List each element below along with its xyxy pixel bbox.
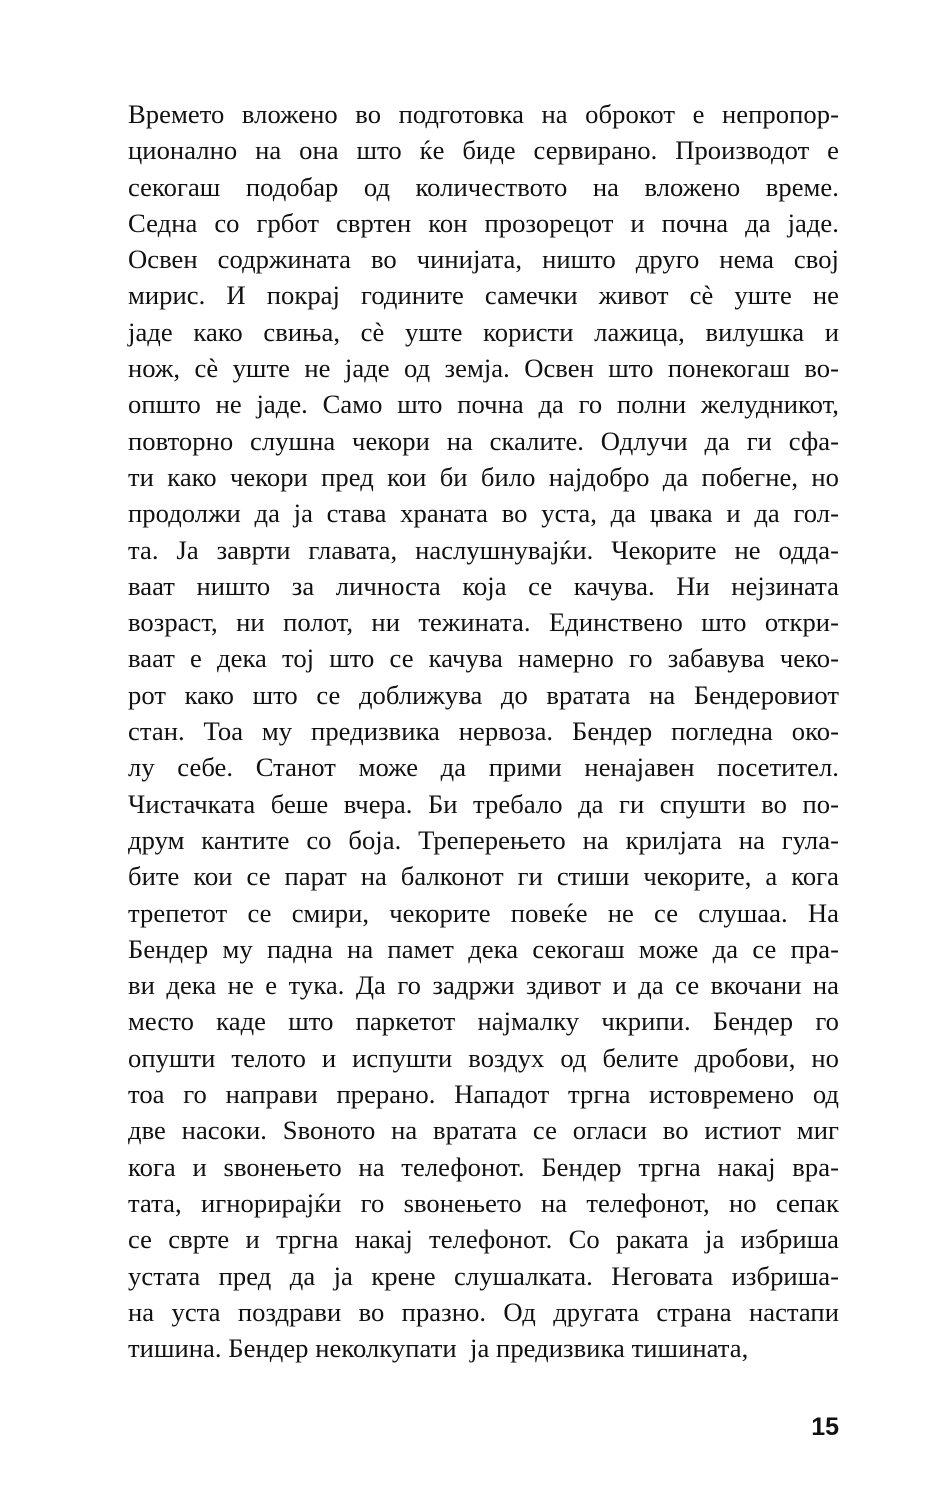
text-line: продолжи да ја става храната во уста, да џвака и да гол-: [128, 498, 839, 529]
text-line: Времето вложено во подготовка на оброкот е непропор-: [128, 99, 839, 129]
text-line: ваат ништо за личноста која се качува. Ни нејзината: [128, 570, 839, 601]
text-line: секогаш подобар од количеството на вложено време.: [128, 171, 839, 202]
text-line: јаде како свиња, сè уште користи лажица, вилушка и: [128, 316, 839, 347]
text-line: ти како чекори пред кои би било најдобро да побегне, но: [128, 461, 839, 492]
text-line: тишина. Бендер неколкупати ја предизвика тишината,: [128, 1333, 749, 1364]
text-line: трепетот се смири, чекорите повеќе не се слушаа. На: [128, 897, 839, 928]
text-line: та. Ја заврти главата, наслушнувајќи. Чекорите не одда-: [128, 534, 839, 565]
text-line: Освен содржината во чинијата, ништо друго нема свој: [128, 244, 839, 275]
text-line: Бендер му падна на памет дека секогаш може да се пра-: [128, 933, 839, 964]
text-line: Седна со грбот свртен кон прозорецот и почна да јаде.: [128, 207, 839, 238]
text-line: повторно слушна чекори на скалите. Одлучи да ги сфа-: [128, 425, 839, 456]
text-line: се сврте и тргна накај телефонот. Со раката ја избриша: [128, 1224, 839, 1255]
text-line: рот како што се доближува до вратата на Бендеровиот: [128, 679, 839, 710]
text-line: на уста поздрави во празно. Од другата страна настапи: [128, 1296, 839, 1327]
text-line: кога и ѕвонењето на телефонот. Бендер тргна накај вра-: [128, 1151, 839, 1182]
page-number: 15: [811, 1413, 839, 1441]
text-line: ви дека не е тука. Да го задржи здивот и да се вкочани на: [128, 970, 839, 1001]
text-line: ваат е дека тој што се качува намерно го забавува чеко-: [128, 643, 839, 674]
text-line: устата пред да ја крене слушалката. Неговата избриша-: [128, 1260, 839, 1291]
text-line: две насоки. Ѕвоното на вратата се огласи во истиот миг: [128, 1115, 839, 1146]
text-line: мирис. И покрај годините самечки живот сè уште не: [128, 280, 839, 311]
text-line: тата, игнорирајќи го ѕвонењето на телефонот, но сепак: [128, 1187, 839, 1218]
text-line: стан. Тоа му предизвика нервоза. Бендер погледна око-: [128, 716, 839, 747]
body-text-block: [128, 96, 839, 1366]
text-line: општо не јаде. Само што почна да го полни желудникот,: [128, 389, 839, 420]
text-line: нож, сè уште не јаде од земја. Освен што понекогаш во-: [128, 353, 839, 384]
text-line: опушти телото и испушти воздух од белите дробови, но: [128, 1042, 839, 1073]
body-paragraph: [128, 96, 839, 1366]
text-line: лу себе. Станот може да прими ненајавен посетител.: [128, 752, 839, 783]
text-line: возраст, ни полот, ни тежината. Единствено што откри-: [128, 607, 839, 638]
text-line: ционално на она што ќе биде сервирано. Производот е: [128, 135, 839, 166]
text-line: Чистачката беше вчера. Би требало да ги спушти во по-: [128, 788, 839, 819]
text-line: место каде што паркетот најмалку чкрипи. Бендер го: [128, 1006, 839, 1037]
text-line: друм кантите со боја. Треперењето на крилјата на гула-: [128, 824, 839, 855]
text-line: бите кои се парат на балконот ги стиши чекорите, а кога: [128, 861, 839, 892]
text-line: тоа го направи прерано. Нападот тргна истовремено од: [128, 1079, 839, 1110]
